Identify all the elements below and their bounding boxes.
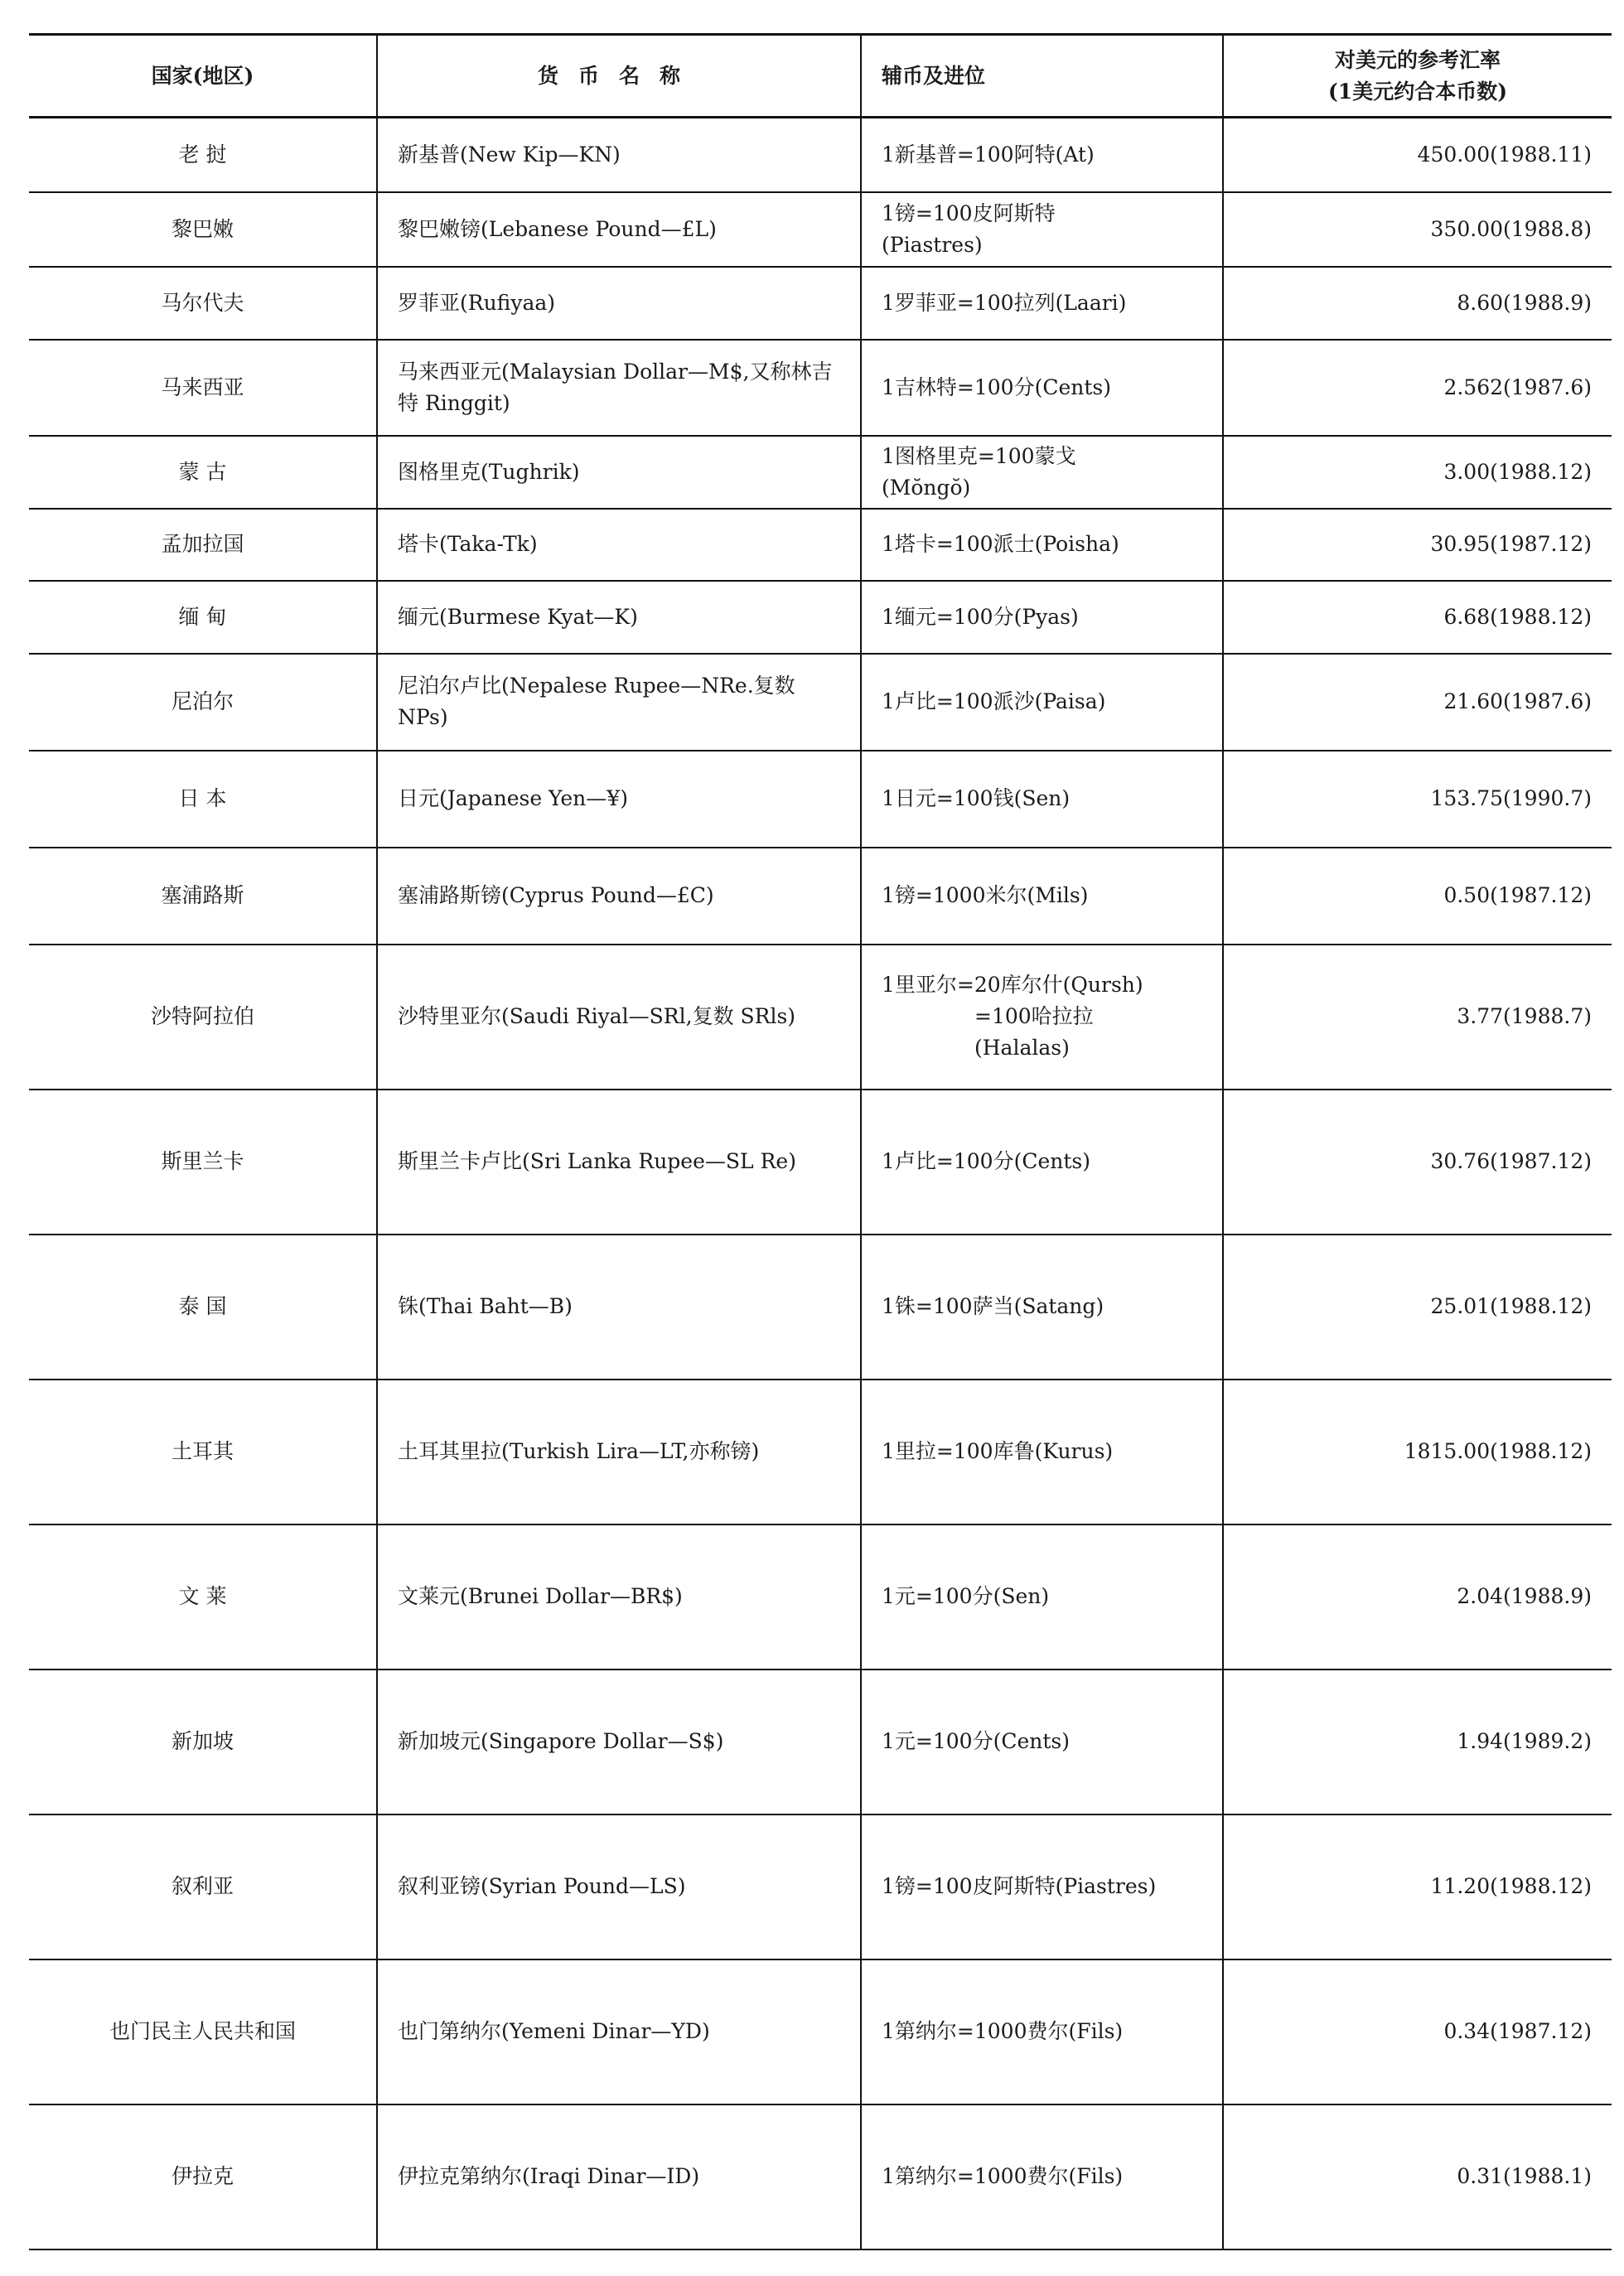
subunit-line: 1元=100分(Sen) bbox=[882, 1584, 1050, 1608]
subunit-cell bbox=[861, 192, 1223, 267]
subunit-line: 1缅元=100分(Pyas) bbox=[882, 604, 1079, 629]
subunit-cell bbox=[861, 118, 1223, 192]
currency-name-cell: 叙利亚镑(Syrian Pound—LS) bbox=[377, 1815, 861, 1959]
rate-cell: 6.68(1988.12) bbox=[1223, 581, 1612, 654]
subunit-line: 1图格里克=100蒙戈 bbox=[882, 443, 1076, 468]
country-cell: 马来西亚 bbox=[29, 340, 377, 436]
subunit-cell bbox=[861, 1380, 1223, 1525]
rate-cell: 30.76(1987.12) bbox=[1223, 1090, 1612, 1235]
country-cell: 叙利亚 bbox=[29, 1815, 377, 1959]
table-row bbox=[29, 2104, 1612, 2249]
table-row bbox=[29, 509, 1612, 581]
country-cell: 也门民主人民共和国 bbox=[29, 1959, 377, 2104]
subunit-cell bbox=[861, 509, 1223, 581]
subunit-line: 1吉林特=100分(Cents) bbox=[882, 375, 1111, 399]
subunit-line: 1元=100分(Cents) bbox=[882, 1729, 1070, 1753]
subunit-cell bbox=[861, 340, 1223, 436]
subunit-line: 1镑=1000米尔(Mils) bbox=[882, 883, 1089, 907]
subunit-cell bbox=[861, 1235, 1223, 1380]
table-row bbox=[29, 1959, 1612, 2104]
country-cell: 尼泊尔 bbox=[29, 654, 377, 751]
currency-name-cell: 斯里兰卡卢比(Sri Lanka Rupee—SL Re) bbox=[377, 1090, 861, 1235]
subunit-cell bbox=[861, 751, 1223, 848]
country-cell: 塞浦路斯 bbox=[29, 848, 377, 945]
country-cell: 黎巴嫩 bbox=[29, 192, 377, 267]
currency-name-cell: 图格里克(Tughrik) bbox=[377, 436, 861, 509]
country-cell: 蒙 古 bbox=[29, 436, 377, 509]
rate-cell: 21.60(1987.6) bbox=[1223, 654, 1612, 751]
currency-name-cell: 马来西亚元(Malaysian Dollar—M$,又称林吉特 Ringgit) bbox=[377, 340, 861, 436]
subunit-line: 1新基普=100阿特(At) bbox=[882, 142, 1095, 167]
currency-name-cell: 尼泊尔卢比(Nepalese Rupee—NRe.复数 NPs) bbox=[377, 654, 861, 751]
rate-cell: 3.77(1988.7) bbox=[1223, 945, 1612, 1090]
subunit-line: 1镑=100皮阿斯特(Piastres) bbox=[882, 1874, 1157, 1898]
rate-cell: 1.94(1989.2) bbox=[1223, 1670, 1612, 1815]
table-row bbox=[29, 436, 1612, 509]
subunit-cell bbox=[861, 848, 1223, 945]
subunit-line: 1卢比=100派沙(Paisa) bbox=[882, 689, 1106, 713]
table-row bbox=[29, 945, 1612, 1090]
table-row bbox=[29, 1090, 1612, 1235]
currency-name-cell: 新加坡元(Singapore Dollar—S$) bbox=[377, 1670, 861, 1815]
rate-cell: 350.00(1988.8) bbox=[1223, 192, 1612, 267]
table-row bbox=[29, 654, 1612, 751]
subunit-cell bbox=[861, 1090, 1223, 1235]
table-body bbox=[29, 118, 1612, 2249]
currency-name-cell: 罗菲亚(Rufiyaa) bbox=[377, 267, 861, 340]
subunit-line: 1里亚尔=20库尔什(Qursh) bbox=[882, 973, 1143, 997]
rate-cell: 153.75(1990.7) bbox=[1223, 751, 1612, 848]
subunit-line: =100哈拉拉 bbox=[974, 1004, 1094, 1028]
subunit-line: 1铢=100萨当(Satang) bbox=[882, 1294, 1104, 1318]
country-cell: 缅 甸 bbox=[29, 581, 377, 654]
subunit-line: 1日元=100钱(Sen) bbox=[882, 786, 1071, 810]
currency-name-cell: 黎巴嫩镑(Lebanese Pound—£L) bbox=[377, 192, 861, 267]
currency-name-cell: 塔卡(Taka-Tk) bbox=[377, 509, 861, 581]
table-row bbox=[29, 751, 1612, 848]
table-row bbox=[29, 1525, 1612, 1670]
rate-cell: 8.60(1988.9) bbox=[1223, 267, 1612, 340]
rate-cell: 0.34(1987.12) bbox=[1223, 1959, 1612, 2104]
currency-name-cell: 新基普(New Kip—KN) bbox=[377, 118, 861, 192]
subunit-cell bbox=[861, 1959, 1223, 2104]
header-rate-line1: 对美元的参考汇率 bbox=[1334, 47, 1501, 72]
subunit-cell bbox=[861, 654, 1223, 751]
currency-name-cell: 沙特里亚尔(Saudi Riyal—SRl,复数 SRls) bbox=[377, 945, 861, 1090]
subunit-line: (Mŏngŏ) bbox=[882, 475, 971, 500]
currency-name-cell: 日元(Japanese Yen—¥) bbox=[377, 751, 861, 848]
rate-cell: 11.20(1988.12) bbox=[1223, 1815, 1612, 1959]
country-cell: 老 挝 bbox=[29, 118, 377, 192]
rate-cell: 2.04(1988.9) bbox=[1223, 1525, 1612, 1670]
table-row bbox=[29, 340, 1612, 436]
table-row bbox=[29, 1235, 1612, 1380]
rate-cell: 0.31(1988.1) bbox=[1223, 2104, 1612, 2249]
country-cell: 伊拉克 bbox=[29, 2104, 377, 2249]
country-cell: 日 本 bbox=[29, 751, 377, 848]
table-row bbox=[29, 1380, 1612, 1525]
currency-name-cell: 土耳其里拉(Turkish Lira—LT,亦称镑) bbox=[377, 1380, 861, 1525]
subunit-cell bbox=[861, 436, 1223, 509]
currency-name-cell: 缅元(Burmese Kyat—K) bbox=[377, 581, 861, 654]
subunit-line: (Piastres) bbox=[882, 232, 983, 257]
subunit-line: 1里拉=100库鲁(Kurus) bbox=[882, 1439, 1114, 1463]
header-subunit: 辅币及进位 bbox=[861, 35, 1223, 118]
subunit-cell bbox=[861, 267, 1223, 340]
rate-cell: 1815.00(1988.12) bbox=[1223, 1380, 1612, 1525]
country-cell: 马尔代夫 bbox=[29, 267, 377, 340]
subunit-line: (Halalas) bbox=[974, 1036, 1070, 1060]
subunit-line: 1镑=100皮阿斯特 bbox=[882, 201, 1056, 225]
table-row bbox=[29, 581, 1612, 654]
table-row bbox=[29, 267, 1612, 340]
country-cell: 孟加拉国 bbox=[29, 509, 377, 581]
rate-cell: 2.562(1987.6) bbox=[1223, 340, 1612, 436]
subunit-line: 1罗菲亚=100拉列(Laari) bbox=[882, 290, 1127, 315]
header-exchange-rate bbox=[1223, 35, 1612, 118]
subunit-cell bbox=[861, 2104, 1223, 2249]
subunit-cell bbox=[861, 945, 1223, 1090]
subunit-line: 1卢比=100分(Cents) bbox=[882, 1149, 1090, 1173]
rate-cell: 3.00(1988.12) bbox=[1223, 436, 1612, 509]
table-row bbox=[29, 1815, 1612, 1959]
table-row bbox=[29, 1670, 1612, 1815]
country-cell: 新加坡 bbox=[29, 1670, 377, 1815]
header-rate-line2: (1美元约合本币数) bbox=[1327, 79, 1508, 104]
currency-name-cell: 铢(Thai Baht—B) bbox=[377, 1235, 861, 1380]
subunit-cell bbox=[861, 1525, 1223, 1670]
rate-cell: 450.00(1988.11) bbox=[1223, 118, 1612, 192]
country-cell: 土耳其 bbox=[29, 1380, 377, 1525]
country-cell: 沙特阿拉伯 bbox=[29, 945, 377, 1090]
rate-cell: 30.95(1987.12) bbox=[1223, 509, 1612, 581]
subunit-cell bbox=[861, 581, 1223, 654]
subunit-line: 1第纳尔=1000费尔(Fils) bbox=[882, 2164, 1124, 2188]
currency-name-cell: 文莱元(Brunei Dollar—BR$) bbox=[377, 1525, 861, 1670]
header-country: 国家(地区) bbox=[29, 35, 377, 118]
country-cell: 泰 国 bbox=[29, 1235, 377, 1380]
currency-name-cell: 伊拉克第纳尔(Iraqi Dinar—ID) bbox=[377, 2104, 861, 2249]
rate-cell: 0.50(1987.12) bbox=[1223, 848, 1612, 945]
currency-name-cell: 也门第纳尔(Yemeni Dinar—YD) bbox=[377, 1959, 861, 2104]
table-row bbox=[29, 192, 1612, 267]
subunit-line: 1第纳尔=1000费尔(Fils) bbox=[882, 2019, 1124, 2043]
table-row bbox=[29, 118, 1612, 192]
subunit-cell bbox=[861, 1815, 1223, 1959]
currency-name-cell: 塞浦路斯镑(Cyprus Pound—£C) bbox=[377, 848, 861, 945]
country-cell: 斯里兰卡 bbox=[29, 1090, 377, 1235]
table-row bbox=[29, 848, 1612, 945]
subunit-line: 1塔卡=100派士(Poisha) bbox=[882, 532, 1119, 556]
table-header bbox=[29, 35, 1612, 118]
subunit-cell bbox=[861, 1670, 1223, 1815]
rate-cell: 25.01(1988.12) bbox=[1223, 1235, 1612, 1380]
header-currency-name: 货币名称 bbox=[377, 35, 861, 118]
country-cell: 文 莱 bbox=[29, 1525, 377, 1670]
currency-table bbox=[29, 33, 1612, 2250]
